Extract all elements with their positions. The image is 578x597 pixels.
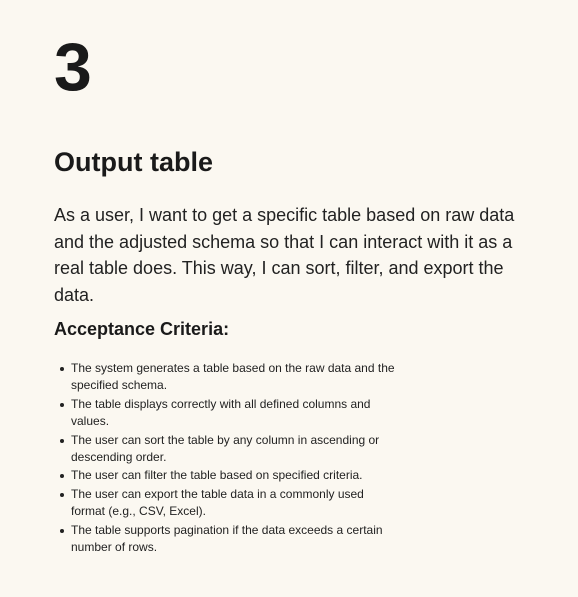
bullet-icon (60, 493, 64, 497)
criteria-item (71, 432, 401, 467)
criteria-text: The table displays correctly with all defined columns and values. (71, 396, 371, 429)
criteria-text: The user can sort the table by any column in ascending or descending order. (71, 432, 380, 465)
acceptance-criteria-list (54, 360, 401, 557)
criteria-item (71, 396, 401, 431)
criteria-text: The user can filter the table based on specified criteria. (71, 468, 363, 483)
criteria-item (71, 522, 401, 557)
criteria-text: The user can export the table data in a commonly used format (e.g., CSV, Excel). (71, 486, 364, 519)
bullet-icon (60, 367, 64, 371)
bullet-icon (60, 474, 64, 478)
acceptance-criteria-heading: Acceptance Criteria: (54, 319, 230, 339)
criteria-text: The system generates a table based on the raw data and the specified schema. (71, 361, 395, 393)
story-number: 3 (54, 29, 91, 105)
story-title: Output table (54, 147, 213, 177)
criteria-item (71, 467, 401, 484)
criteria-item (71, 486, 401, 521)
criteria-item (71, 360, 401, 395)
bullet-icon (60, 403, 64, 407)
bullet-icon (60, 439, 64, 443)
criteria-text: The table supports pagination if the data exceeds a certain number of rows. (71, 522, 383, 555)
bullet-icon (60, 529, 64, 533)
story-description: As a user, I want to get a specific table based on raw data and the adjusted schema so that I can interact with it as a real table does. This way, I can sort, filter, and export the data. (54, 205, 515, 305)
